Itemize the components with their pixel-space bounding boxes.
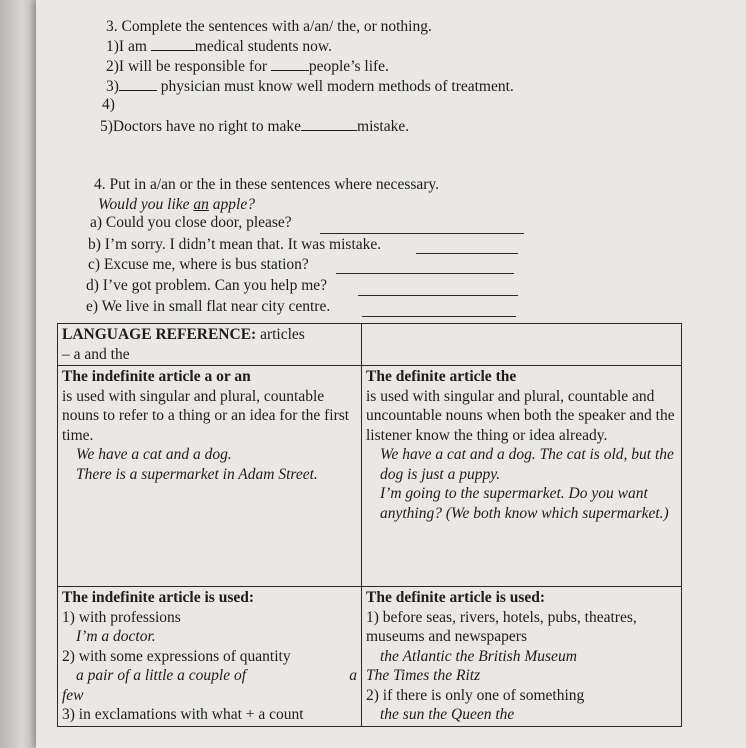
exercise-4-item-a: a) Could you close door, please? — [90, 214, 292, 231]
indefinite-article-cell: The indefinite article a or an is used with singular and plural, countable nouns to refer to a thing or an idea for the first time. We have a cat and a dog. There is a supermarket in Adam Street. — [58, 366, 362, 587]
definite-article-cell: The definite article the is used with singular and plural, countable and uncountable nouns when both the speaker and the listener know the thing or idea already. We have a cat and a dog. The cat is old, but the dog is just a puppy. I’m going to the supermarket. Do you want anything? (We both know which supermarket.) — [362, 366, 682, 587]
language-reference-table — [57, 323, 682, 727]
exercise-3-sentence-2: 2)I will be responsible for people’s life. — [106, 58, 389, 75]
indefinite-usage-cell: The indefinite article is used: 1) with professions I’m a doctor. 2) with some expressions of quantity a pair of a little a couple of a few 3) in exclamations with what + a count — [58, 587, 362, 727]
workbook-page — [36, 0, 746, 748]
exercise-3-sentence-3: 3) physician must know well modern methods of treatment. — [106, 78, 514, 95]
answer-line[interactable] — [358, 295, 518, 296]
definite-usage-cell: The definite article is used: 1) before seas, rivers, hotels, pubs, theatres, museums and newspapers the Atlantic the British Museum The Times the Ritz 2) if there is only one of something the sun the Queen the — [362, 587, 682, 727]
exercise-4-item-c: c) Excuse me, where is bus station? — [88, 256, 309, 273]
exercise-3-title: 3. Complete the sentences with a/an/ the, or nothing. — [106, 18, 432, 35]
answer-line[interactable] — [336, 273, 514, 274]
exercise-4-item-d: d) I’ve got problem. Can you help me? — [86, 277, 328, 294]
answer-line[interactable] — [416, 253, 518, 254]
reference-heading-cell: LANGUAGE REFERENCE: articles – a and the — [58, 324, 362, 366]
exercise-4-item-e: e) We live in small flat near city centre. — [86, 298, 331, 315]
exercise-3-sentence-1: 1)I am medical students now. — [106, 38, 332, 55]
answer-line[interactable] — [362, 316, 516, 317]
answer-line[interactable] — [320, 233, 524, 234]
answer-blank[interactable] — [301, 118, 357, 131]
exercise-4-item-b: b) I’m sorry. I didn’t mean that. It was mistake. — [88, 236, 382, 253]
exercise-3-sentence-4: 4) — [102, 96, 115, 113]
reference-heading-empty-cell — [362, 324, 682, 366]
answer-blank[interactable] — [151, 38, 195, 51]
exercise-4-title: 4. Put in a/an or the in these sentences where necessary. — [94, 176, 440, 193]
answer-blank[interactable] — [271, 58, 309, 71]
page-binding — [0, 0, 36, 748]
exercise-3-sentence-5: 5)Doctors have no right to make mistake. — [100, 118, 410, 135]
answer-blank[interactable] — [119, 78, 157, 91]
exercise-4-example: Would you like an apple? — [98, 196, 255, 213]
